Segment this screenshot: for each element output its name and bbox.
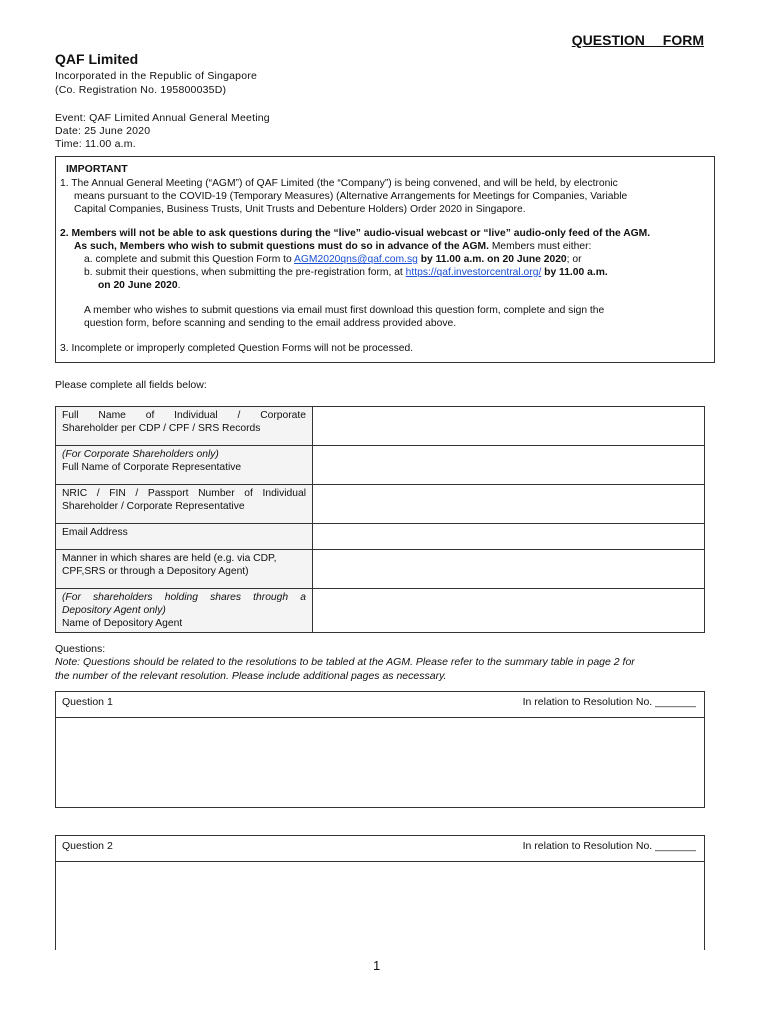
questions-note (55, 656, 710, 683)
date-line: Date: 25 June 2020 (55, 125, 151, 137)
question-1-header (56, 692, 704, 718)
field-label-full-name (56, 407, 313, 446)
question-1-label: Question 1 (62, 696, 113, 708)
page-number: 1 (373, 958, 381, 973)
id-number-input[interactable] (313, 485, 705, 524)
option-b (84, 266, 608, 280)
notice-item-3: 3. Incomplete or improperly completed Question Forms will not be processed. (60, 343, 414, 354)
corporate-rep-input[interactable] (313, 446, 705, 485)
question-2-box (55, 835, 705, 950)
notice-item-1-line-2: means pursuant to the COVID-19 (Temporary Measures) (Alternative Arrangements for Meetings for Companies, Variable (74, 191, 628, 202)
notice-item-2-tail: Members must either: (488, 241, 592, 252)
field-label-email (56, 524, 313, 550)
important-heading: IMPORTANT (66, 163, 128, 175)
event-line: Event: QAF Limited Annual General Meeting (55, 112, 270, 124)
field-label-line: Manner in which shares are held (e.g. via CDP, (62, 553, 277, 564)
email-note-line-1: A member who wishes to submit questions via email must first download this question form, complete and sign the (84, 305, 605, 316)
field-label-line: Full Name of Individual / Corporate (62, 410, 306, 421)
option-a-deadline: by 11.00 a.m. on 20 June 2020 (417, 254, 567, 265)
option-b-line-2 (98, 279, 180, 293)
questions-heading: Questions: (55, 643, 106, 655)
question-2-answer-area[interactable] (56, 862, 704, 950)
form-title: QUESTION FORM (571, 32, 704, 48)
field-label-line: Shareholder / Corporate Representative (62, 501, 245, 512)
question-2-label: Question 2 (62, 840, 113, 852)
investor-central-link[interactable]: https://qaf.investorcentral.org/ (405, 267, 542, 278)
field-label-line: NRIC / FIN / Passport Number of Individual (62, 488, 306, 499)
agm-email-link[interactable]: AGM2020qns@qaf.com.sg (294, 254, 418, 265)
field-label-line: (For shareholders holding shares through a (62, 592, 306, 603)
shareholder-details-table (55, 406, 705, 633)
notice-item-2-line-2 (74, 240, 591, 254)
table-row (56, 485, 705, 524)
option-b-deadline-date: on 20 June 2020 (98, 280, 178, 291)
option-b-deadline: by 11.00 a.m. (541, 267, 608, 278)
full-name-input[interactable] (313, 407, 705, 446)
question-1-answer-area[interactable] (56, 718, 704, 807)
option-b-end: . (177, 280, 181, 291)
option-a-text: a. complete and submit this Question Form to (84, 254, 295, 265)
field-label-line: CPF,SRS or through a Depository Agent) (62, 566, 249, 577)
share-holding-input[interactable] (313, 550, 705, 589)
question-2-resolution-field[interactable]: In relation to Resolution No. _______ (522, 840, 696, 852)
incorporation-line: Incorporated in the Republic of Singapore (55, 70, 257, 82)
depository-agent-input[interactable] (313, 589, 705, 633)
question-1-box (55, 691, 705, 808)
table-row (56, 407, 705, 446)
option-a-suffix: ; or (566, 254, 582, 265)
field-label-share-holding (56, 550, 313, 589)
option-b-text: b. submit their questions, when submitting the pre-registration form, at (84, 267, 406, 278)
notice-item-2-bold: As such, Members who wish to submit questions must do so in advance of the AGM. (74, 241, 489, 252)
table-row (56, 589, 705, 633)
questions-note-line: the number of the relevant resolution. Please include additional pages as necessary. (55, 669, 447, 682)
question-2-header (56, 836, 704, 862)
email-input[interactable] (313, 524, 705, 550)
questions-note-line: Note: Questions should be related to the resolutions to be tabled at the AGM. Please refer to the summary table in page 2 for (55, 656, 635, 668)
fields-prompt: Please complete all fields below: (55, 379, 207, 391)
field-label-line: Name of Depository Agent (62, 618, 183, 629)
field-label-line: Depository Agent only) (62, 605, 166, 616)
option-a (84, 253, 582, 267)
company-name: QAF Limited (55, 51, 139, 67)
email-note-line-2: question form, before scanning and sending to the email address provided above. (84, 318, 457, 329)
important-notice-box (55, 156, 715, 363)
field-label-line: Shareholder per CDP / CPF / SRS Records (62, 423, 261, 434)
field-label-line: (For Corporate Shareholders only) (62, 449, 219, 460)
field-label-id-number (56, 485, 313, 524)
question-1-resolution-field[interactable]: In relation to Resolution No. _______ (522, 696, 696, 708)
time-line: Time: 11.00 a.m. (55, 138, 136, 150)
notice-item-2-line-1: 2. Members will not be able to ask questions during the “live” audio-visual webcast or “live” audio-only feed of the AGM. (60, 228, 651, 239)
field-label-line: Full Name of Corporate Representative (62, 462, 242, 473)
notice-item-1-line-1: 1. The Annual General Meeting (“AGM”) of QAF Limited (the “Company”) is being convened, and will be held, by electronic (60, 178, 618, 189)
table-row (56, 524, 705, 550)
registration-number: (Co. Registration No. 195800035D) (55, 84, 227, 96)
field-label-depository-agent (56, 589, 313, 633)
field-label-line: Email Address (62, 527, 128, 538)
table-row (56, 446, 705, 485)
notice-item-1-line-3: Capital Companies, Business Trusts, Unit Trusts and Debenture Holders) Order 2020 in Singapore. (74, 204, 526, 215)
table-row (56, 550, 705, 589)
field-label-corporate-rep (56, 446, 313, 485)
